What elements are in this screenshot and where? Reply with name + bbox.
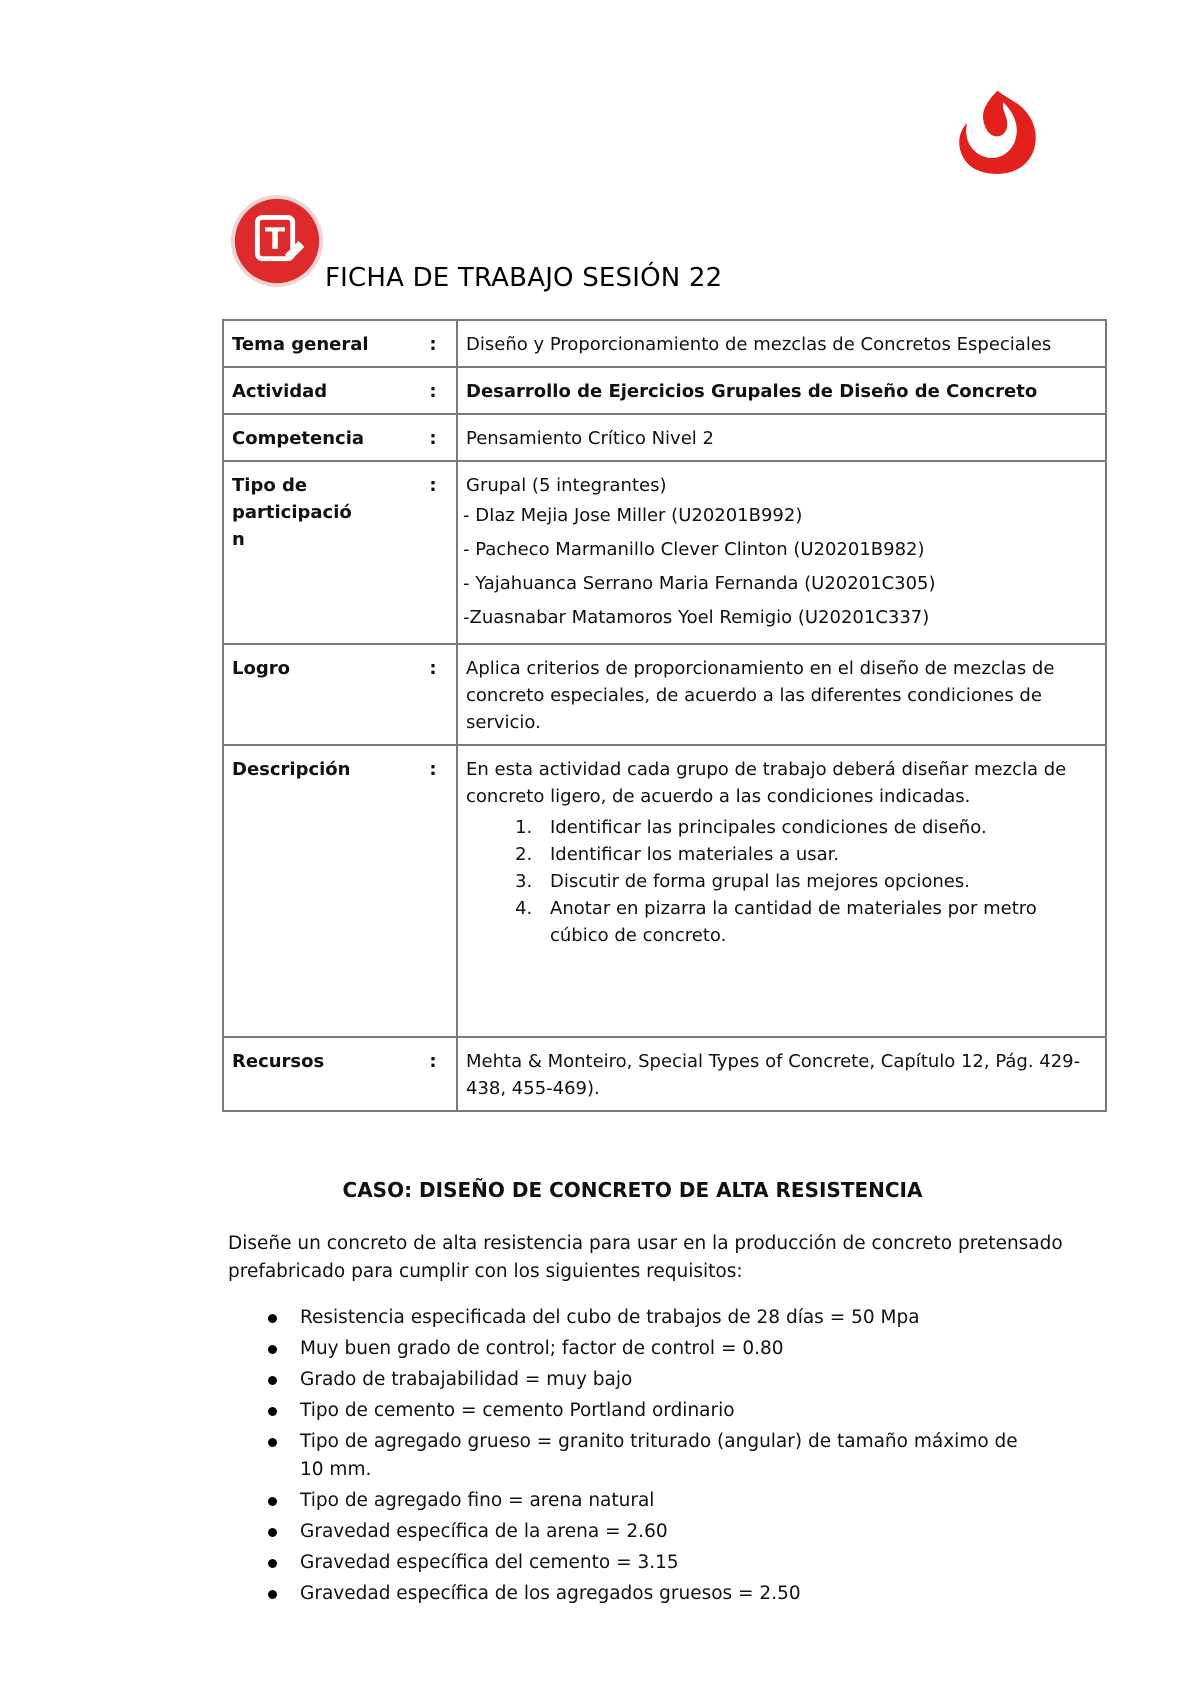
- list-item: [268, 1304, 1038, 1332]
- list-item: [268, 1518, 1038, 1546]
- requirement-text: Gravedad específica del cemento = 3.15: [300, 1552, 679, 1573]
- value-competencia: Pensamiento Crítico Nivel 2: [457, 414, 1106, 461]
- bullet-icon: [268, 1497, 277, 1506]
- colon: :: [410, 461, 457, 644]
- upc-logo-icon: [950, 85, 1045, 180]
- label-tema: Tema general: [223, 320, 410, 367]
- row-participacion: [223, 461, 1106, 644]
- requirement-text: Resistencia especificada del cubo de trabajos de 28 días = 50 Mpa: [300, 1307, 920, 1328]
- member-item: - DIaz Mejia Jose Miller (U20201B992): [463, 505, 803, 526]
- description-text: En esta actividad cada grupo de trabajo deberá diseñar mezcla de concreto ligero, de acuerdo a las condiciones indicadas.: [466, 759, 1067, 807]
- member-item: -Zuasnabar Matamoros Yoel Remigio (U20201C337): [463, 607, 930, 628]
- task-document-icon: [228, 192, 326, 290]
- requirement-text: Gravedad específica de la arena = 2.60: [300, 1521, 668, 1542]
- list-item: 4. Anotar en pizarra la cantidad de materiales por metro cúbico de concreto.: [538, 895, 1097, 949]
- steps-list: [466, 814, 1097, 949]
- value-logro: Aplica criterios de proporcionamiento en el diseño de mezclas de concreto especiales, de acuerdo a las diferentes condiciones de servicio.: [457, 644, 1106, 745]
- list-item: [268, 1428, 1038, 1484]
- colon: :: [410, 644, 457, 745]
- label-participacion: [223, 461, 410, 644]
- member-item: - Yajahuanca Serrano Maria Fernanda (U20201C305): [463, 573, 936, 594]
- label-line: n: [232, 529, 245, 550]
- page-title: FICHA DE TRABAJO SESIÓN 22: [325, 263, 723, 293]
- value-descripcion: [457, 745, 1106, 1037]
- requirement-text: Gravedad específica de los agregados gruesos = 2.50: [300, 1583, 801, 1604]
- list-item: [268, 1487, 1038, 1515]
- row-descripcion: [223, 745, 1106, 1037]
- requirement-text: Muy buen grado de control; factor de control = 0.80: [300, 1338, 784, 1359]
- row-tema: [223, 320, 1106, 367]
- requirement-text: Tipo de agregado fino = arena natural: [300, 1490, 655, 1511]
- list-item: 1. Identificar las principales condiciones de diseño.: [538, 814, 1097, 841]
- value-recursos: Mehta & Monteiro, Special Types of Concrete, Capítulo 12, Pág. 429-438, 455-469).: [457, 1037, 1106, 1111]
- bullet-icon: [268, 1314, 277, 1323]
- label-recursos: Recursos: [223, 1037, 410, 1111]
- requirement-text: Tipo de cemento = cemento Portland ordinario: [300, 1400, 735, 1421]
- label-line: participació: [232, 502, 352, 523]
- label-actividad: Actividad: [223, 367, 410, 414]
- requirement-text: Grado de trabajabilidad = muy bajo: [300, 1369, 633, 1390]
- row-logro: [223, 644, 1106, 745]
- bullet-icon: [268, 1376, 277, 1385]
- row-recursos: [223, 1037, 1106, 1111]
- bullet-icon: [268, 1345, 277, 1354]
- requirement-text: Tipo de agregado grueso = granito triturado (angular) de tamaño máximo de 10 mm.: [300, 1431, 1018, 1480]
- label-descripcion: Descripción: [223, 745, 410, 1037]
- label-competencia: Competencia: [223, 414, 410, 461]
- member-item: - Pacheco Marmanillo Clever Clinton (U20201B982): [463, 539, 925, 560]
- bullet-icon: [268, 1407, 277, 1416]
- colon: :: [410, 320, 457, 367]
- bullet-icon: [268, 1590, 277, 1599]
- colon: :: [410, 745, 457, 1037]
- label-line: Tipo de: [232, 475, 308, 496]
- case-intro: Diseñe un concreto de alta resistencia para usar en la producción de concreto pretensado prefabricado para cumplir con los siguientes requisitos:: [228, 1233, 1063, 1282]
- requirements-list: [268, 1304, 1038, 1611]
- row-competencia: [223, 414, 1106, 461]
- value-actividad: Desarrollo de Ejercicios Grupales de Diseño de Concreto: [457, 367, 1106, 414]
- list-item: [268, 1335, 1038, 1363]
- participation-type: Grupal (5 integrantes): [466, 475, 667, 496]
- bullet-icon: [268, 1438, 277, 1447]
- list-item: 3. Discutir de forma grupal las mejores opciones.: [538, 868, 1097, 895]
- activity-info-table: [222, 319, 1107, 1112]
- bullet-icon: [268, 1559, 277, 1568]
- value-tema: Diseño y Proporcionamiento de mezclas de Concretos Especiales: [457, 320, 1106, 367]
- task-icon-letter: T: [265, 221, 286, 256]
- row-actividad: [223, 367, 1106, 414]
- colon: :: [410, 1037, 457, 1111]
- list-item: [268, 1397, 1038, 1425]
- label-logro: Logro: [223, 644, 410, 745]
- list-item: [268, 1549, 1038, 1577]
- colon: :: [410, 414, 457, 461]
- list-item: 2. Identificar los materiales a usar.: [538, 841, 1097, 868]
- value-participacion: [457, 461, 1106, 644]
- list-item: [268, 1580, 1038, 1608]
- list-item: [268, 1366, 1038, 1394]
- case-title: CASO: DISEÑO DE CONCRETO DE ALTA RESISTENCIA: [342, 1178, 923, 1202]
- colon: :: [410, 367, 457, 414]
- bullet-icon: [268, 1528, 277, 1537]
